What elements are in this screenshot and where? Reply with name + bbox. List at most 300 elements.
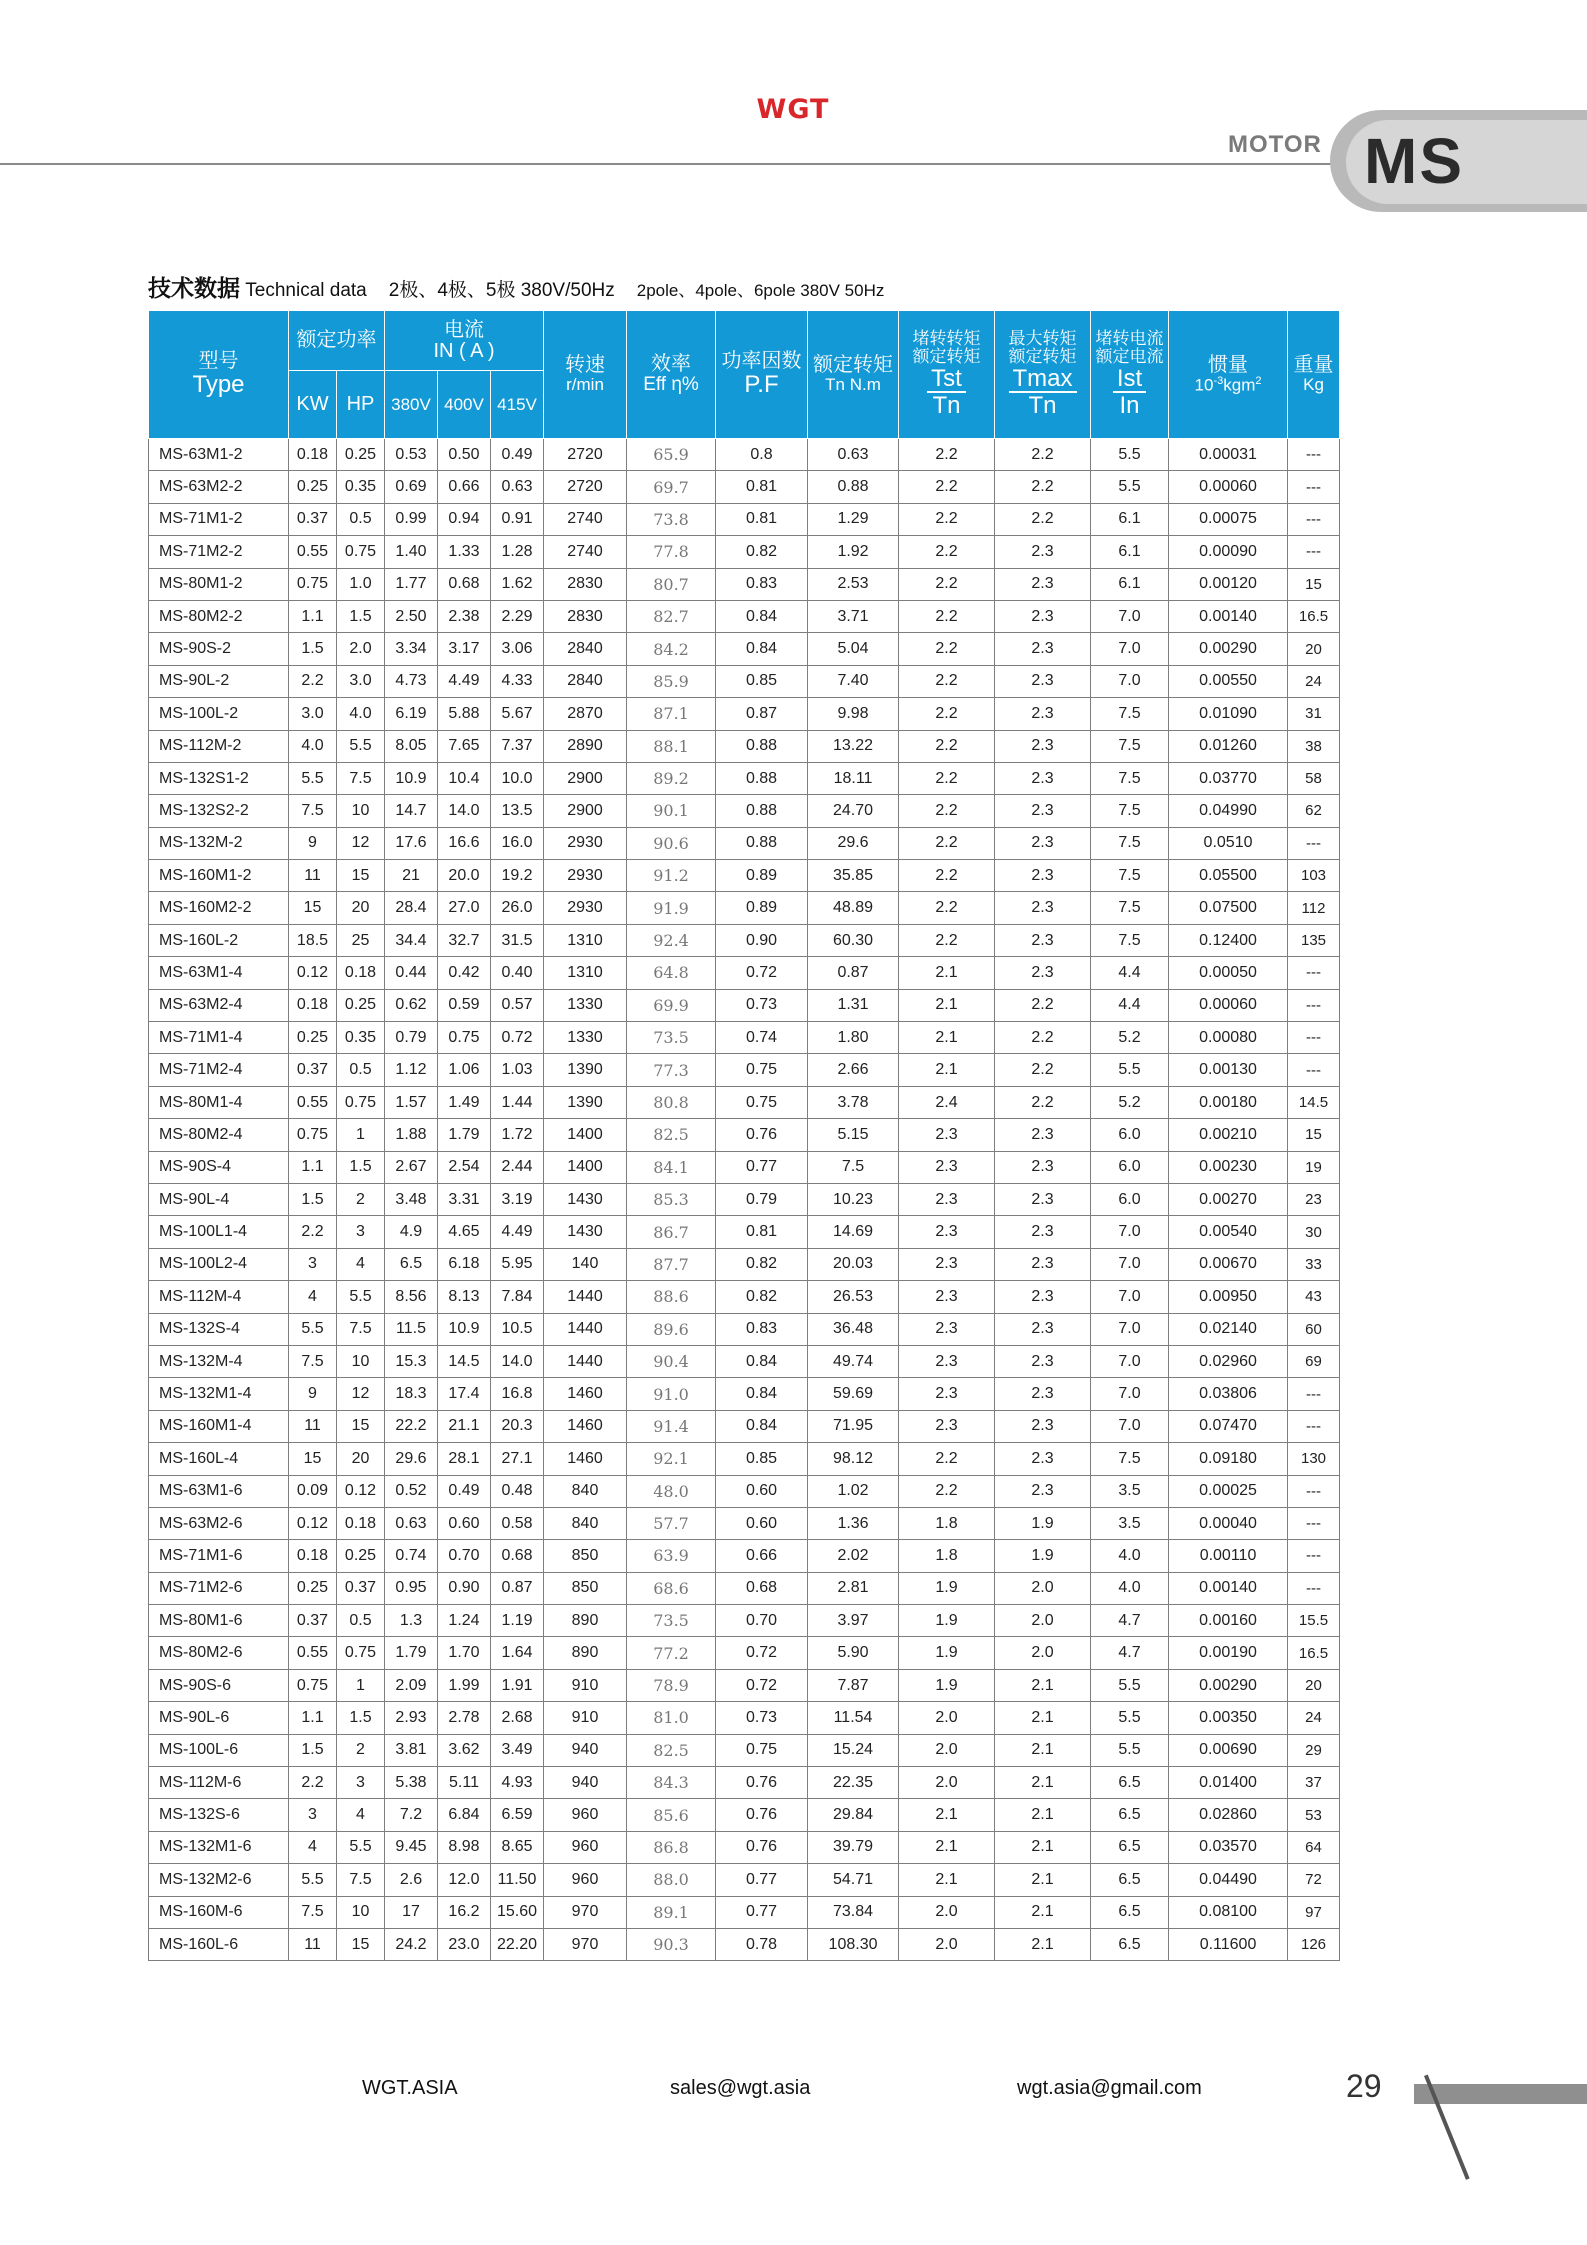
table-cell: 90.1 <box>627 795 716 827</box>
table-cell: 0.00270 <box>1169 1183 1288 1215</box>
table-cell: 7.5 <box>1091 795 1169 827</box>
brand-logo: WGT <box>756 94 830 125</box>
table-cell: 103 <box>1288 860 1340 892</box>
table-cell: MS-80M1-6 <box>149 1605 289 1637</box>
table-cell: 7.5 <box>1091 860 1169 892</box>
table-cell: 17 <box>385 1896 438 1928</box>
table-cell: MS-71M2-4 <box>149 1054 289 1086</box>
table-cell: 5.2 <box>1091 1086 1169 1118</box>
table-cell: 2.1 <box>995 1831 1091 1863</box>
table-cell: 0.76 <box>716 1831 808 1863</box>
table-cell: 2.2 <box>899 698 995 730</box>
table-cell: 7.5 <box>1091 924 1169 956</box>
table-cell: 48.0 <box>627 1475 716 1507</box>
table-row <box>149 1507 1340 1539</box>
table-cell: 27.0 <box>438 892 491 924</box>
table-cell: 5.88 <box>438 698 491 730</box>
table-cell: 8.65 <box>491 1831 544 1863</box>
table-cell: 0.18 <box>337 1507 385 1539</box>
table-cell: 18.3 <box>385 1378 438 1410</box>
table-cell: 0.60 <box>716 1475 808 1507</box>
table-cell: 85.3 <box>627 1183 716 1215</box>
section-poles-en: 2pole、4pole、6pole 380V 50Hz <box>636 281 885 300</box>
table-cell: 4.0 <box>289 730 337 762</box>
table-cell: 1.5 <box>337 1702 385 1734</box>
table-cell: 6.5 <box>1091 1928 1169 1960</box>
table-cell: 69.9 <box>627 989 716 1021</box>
table-cell: 57.7 <box>627 1507 716 1539</box>
table-cell: 7.0 <box>1091 1248 1169 1280</box>
header-inertia-cn: 惯量 <box>1208 353 1249 376</box>
table-cell: 3 <box>289 1248 337 1280</box>
table-cell: 85.6 <box>627 1799 716 1831</box>
table-cell: 8.56 <box>385 1281 438 1313</box>
table-cell: 1.36 <box>808 1507 899 1539</box>
inertia-base: 10 <box>1194 375 1214 395</box>
table-cell: MS-160M1-4 <box>149 1410 289 1442</box>
table-cell: 60.30 <box>808 924 899 956</box>
table-cell: 5.5 <box>289 1313 337 1345</box>
table-cell: 2.44 <box>491 1151 544 1183</box>
table-cell: 4.73 <box>385 665 438 697</box>
table-cell: 33 <box>1288 1248 1340 1280</box>
table-cell: 7.5 <box>1091 1443 1169 1475</box>
table-cell: 0.88 <box>716 795 808 827</box>
series-label: MS <box>1364 125 1464 197</box>
table-cell: 81.0 <box>627 1702 716 1734</box>
table-cell: 2.0 <box>337 633 385 665</box>
table-cell: MS-132M1-6 <box>149 1831 289 1863</box>
footer-website[interactable]: WGT.ASIA <box>362 2077 458 2099</box>
table-cell: --- <box>1288 1022 1340 1054</box>
table-cell: 2.3 <box>899 1378 995 1410</box>
table-cell: 1.8 <box>899 1540 995 1572</box>
table-cell: --- <box>1288 1410 1340 1442</box>
table-cell: 27.1 <box>491 1443 544 1475</box>
table-cell: 1.57 <box>385 1086 438 1118</box>
table-cell: 24 <box>1288 665 1340 697</box>
table-cell: 2.2 <box>899 471 995 503</box>
table-cell: MS-71M2-2 <box>149 536 289 568</box>
table-cell: 0.18 <box>289 989 337 1021</box>
table-cell: 0.76 <box>716 1799 808 1831</box>
table-cell: MS-100L1-4 <box>149 1216 289 1248</box>
table-cell: 0.68 <box>438 568 491 600</box>
table-cell: 85.9 <box>627 665 716 697</box>
table-cell: 1.33 <box>438 536 491 568</box>
table-cell: 0.75 <box>337 1637 385 1669</box>
table-cell: 2.3 <box>995 665 1091 697</box>
table-cell: 2740 <box>544 503 627 535</box>
table-cell: 1.5 <box>337 1151 385 1183</box>
table-cell: 2.0 <box>899 1928 995 1960</box>
table-cell: 2.2 <box>289 1767 337 1799</box>
table-cell: 0.52 <box>385 1475 438 1507</box>
table-cell: 7.0 <box>1091 1378 1169 1410</box>
table-cell: 5.5 <box>289 1864 337 1896</box>
header-ist <box>1091 311 1169 439</box>
table-cell: MS-63M2-6 <box>149 1507 289 1539</box>
inertia-unit: kgm <box>1223 375 1256 395</box>
table-cell: 2.2 <box>899 892 995 924</box>
table-row <box>149 1831 1340 1863</box>
table-cell: 0.00075 <box>1169 503 1288 535</box>
table-cell: MS-160L-4 <box>149 1443 289 1475</box>
table-cell: 2.0 <box>899 1702 995 1734</box>
table-cell: 3 <box>337 1216 385 1248</box>
header-tmax-den: Tn <box>1028 392 1057 420</box>
table-cell: 2.3 <box>995 1475 1091 1507</box>
table-cell: 0.75 <box>716 1086 808 1118</box>
table-cell: 15.60 <box>491 1896 544 1928</box>
table-cell: 2.1 <box>995 1864 1091 1896</box>
table-cell: 7.5 <box>1091 730 1169 762</box>
table-cell: 12 <box>337 827 385 859</box>
table-cell: 7.0 <box>1091 1281 1169 1313</box>
table-cell: 0.90 <box>438 1572 491 1604</box>
table-cell: 7.5 <box>289 1896 337 1928</box>
header-tmax <box>995 311 1091 439</box>
table-cell: 10 <box>337 795 385 827</box>
table-cell: 850 <box>544 1540 627 1572</box>
table-cell: 0.87 <box>491 1572 544 1604</box>
table-cell: 0.07500 <box>1169 892 1288 924</box>
header-tst-num: Tst <box>927 366 966 393</box>
table-cell: 1.29 <box>808 503 899 535</box>
table-cell: 49.74 <box>808 1345 899 1377</box>
table-cell: 7.0 <box>1091 1313 1169 1345</box>
table-cell: 0.00060 <box>1169 471 1288 503</box>
table-cell: 0.63 <box>385 1507 438 1539</box>
table-cell: 64.8 <box>627 957 716 989</box>
table-cell: 8.98 <box>438 1831 491 1863</box>
table-cell: 0.03770 <box>1169 762 1288 794</box>
table-cell: 4.65 <box>438 1216 491 1248</box>
table-cell: 1.91 <box>491 1669 544 1701</box>
table-cell: 2.2 <box>995 1086 1091 1118</box>
table-cell: MS-80M2-2 <box>149 600 289 632</box>
header-pf <box>716 311 808 439</box>
table-cell: 5.5 <box>337 730 385 762</box>
table-cell: 29 <box>1288 1734 1340 1766</box>
table-cell: 29.6 <box>808 827 899 859</box>
table-row <box>149 989 1340 1021</box>
table-cell: 1.1 <box>289 1702 337 1734</box>
table-cell: 126 <box>1288 1928 1340 1960</box>
table-cell: MS-112M-4 <box>149 1281 289 1313</box>
table-cell: 5.5 <box>337 1281 385 1313</box>
table-cell: 0.49 <box>438 1475 491 1507</box>
header-power-cn: 额定功率 <box>296 329 377 351</box>
table-cell: 88.1 <box>627 730 716 762</box>
table-cell: 1430 <box>544 1216 627 1248</box>
table-cell: 1.1 <box>289 1151 337 1183</box>
table-row <box>149 1216 1340 1248</box>
table-cell: 0.00350 <box>1169 1702 1288 1734</box>
table-cell: 4 <box>289 1281 337 1313</box>
table-cell: 0.25 <box>337 439 385 471</box>
table-cell: --- <box>1288 536 1340 568</box>
table-cell: 8.13 <box>438 1281 491 1313</box>
table-cell: 1.03 <box>491 1054 544 1086</box>
table-cell: 0.95 <box>385 1572 438 1604</box>
table-cell: MS-100L-6 <box>149 1734 289 1766</box>
table-cell: 7.0 <box>1091 665 1169 697</box>
table-cell: 0.25 <box>337 989 385 1021</box>
footer-email-gmail[interactable]: wgt.asia@gmail.com <box>1017 2077 1202 2099</box>
header-hp <box>337 371 385 439</box>
table-cell: 2930 <box>544 827 627 859</box>
table-cell: 2.2 <box>995 989 1091 1021</box>
table-cell: 98.12 <box>808 1443 899 1475</box>
table-cell: 0.00025 <box>1169 1475 1288 1507</box>
table-cell: 0.75 <box>337 536 385 568</box>
table-cell: 2.1 <box>899 1864 995 1896</box>
section-title-cn: 技术数据 <box>148 275 240 301</box>
table-cell: 4.49 <box>438 665 491 697</box>
table-cell: 0.00210 <box>1169 1119 1288 1151</box>
table-cell: 97 <box>1288 1896 1340 1928</box>
table-cell: 13.22 <box>808 730 899 762</box>
table-cell: 0.53 <box>385 439 438 471</box>
table-cell: 2900 <box>544 795 627 827</box>
table-cell: 14.7 <box>385 795 438 827</box>
table-row <box>149 633 1340 665</box>
table-cell: 0.00120 <box>1169 568 1288 600</box>
table-cell: 6.19 <box>385 698 438 730</box>
table-cell: 91.9 <box>627 892 716 924</box>
table-cell: 4.33 <box>491 665 544 697</box>
table-cell: 2.2 <box>899 536 995 568</box>
table-cell: 16.2 <box>438 1896 491 1928</box>
table-cell: 2.3 <box>995 730 1091 762</box>
table-cell: 0.70 <box>438 1540 491 1572</box>
table-cell: 0.07470 <box>1169 1410 1288 1442</box>
table-cell: 1.77 <box>385 568 438 600</box>
table-cell: 0.84 <box>716 1410 808 1442</box>
table-cell: 7.5 <box>289 795 337 827</box>
table-cell: 0.94 <box>438 503 491 535</box>
table-cell: 890 <box>544 1605 627 1637</box>
table-cell: 2.2 <box>899 1475 995 1507</box>
table-cell: MS-90L-2 <box>149 665 289 697</box>
table-cell: 10.4 <box>438 762 491 794</box>
table-cell: 2.1 <box>995 1767 1091 1799</box>
table-cell: 2.3 <box>995 827 1091 859</box>
table-cell: 970 <box>544 1896 627 1928</box>
table-cell: 1.5 <box>289 1183 337 1215</box>
table-cell: 7.2 <box>385 1799 438 1831</box>
table-cell: 0.40 <box>491 957 544 989</box>
table-cell: 3 <box>289 1799 337 1831</box>
table-cell: 2.3 <box>995 1410 1091 1442</box>
table-row <box>149 503 1340 535</box>
header-current-en: IN ( A ) <box>433 339 495 362</box>
table-cell: 1.9 <box>899 1572 995 1604</box>
table-cell: 14.0 <box>438 795 491 827</box>
table-cell: 2.3 <box>995 1248 1091 1280</box>
table-cell: 15.24 <box>808 1734 899 1766</box>
table-cell: 0.50 <box>438 439 491 471</box>
table-cell: --- <box>1288 1054 1340 1086</box>
technical-data-table <box>148 310 1340 1961</box>
table-cell: 0.68 <box>716 1572 808 1604</box>
table-cell: 20 <box>337 892 385 924</box>
table-row <box>149 892 1340 924</box>
table-cell: 21.1 <box>438 1410 491 1442</box>
table-cell: 2900 <box>544 762 627 794</box>
table-cell: 2.3 <box>995 1345 1091 1377</box>
table-row <box>149 860 1340 892</box>
table-cell: 0.18 <box>289 439 337 471</box>
table-cell: 1.24 <box>438 1605 491 1637</box>
header-speed <box>544 311 627 439</box>
table-cell: 7.5 <box>289 1345 337 1377</box>
table-cell: MS-90S-6 <box>149 1669 289 1701</box>
table-cell: 15 <box>337 1928 385 1960</box>
table-cell: MS-80M1-4 <box>149 1086 289 1118</box>
table-cell: 0.73 <box>716 1702 808 1734</box>
table-cell: 20 <box>1288 633 1340 665</box>
table-cell: 4 <box>337 1799 385 1831</box>
table-row <box>149 827 1340 859</box>
footer-email-sales[interactable]: sales@wgt.asia <box>670 2077 811 2099</box>
table-cell: 0.69 <box>385 471 438 503</box>
table-cell: 2.53 <box>808 568 899 600</box>
inertia-unit-exp: 2 <box>1255 374 1262 387</box>
table-cell: 0.75 <box>289 568 337 600</box>
table-cell: 72 <box>1288 1864 1340 1896</box>
table-cell: 28.4 <box>385 892 438 924</box>
table-cell: --- <box>1288 1507 1340 1539</box>
table-row <box>149 1540 1340 1572</box>
table-cell: 890 <box>544 1637 627 1669</box>
table-cell: 8.05 <box>385 730 438 762</box>
table-cell: 20.03 <box>808 1248 899 1280</box>
table-cell: 6.5 <box>1091 1896 1169 1928</box>
table-cell: 2.2 <box>995 439 1091 471</box>
table-cell: 970 <box>544 1928 627 1960</box>
table-cell: 2.2 <box>995 503 1091 535</box>
category-label: MOTOR <box>1228 131 1322 158</box>
table-cell: 2930 <box>544 860 627 892</box>
table-cell: 2.3 <box>995 957 1091 989</box>
table-cell: 7.5 <box>1091 827 1169 859</box>
table-cell: 22.35 <box>808 1767 899 1799</box>
table-cell: 0.84 <box>716 600 808 632</box>
table-cell: 112 <box>1288 892 1340 924</box>
table-cell: MS-80M1-2 <box>149 568 289 600</box>
table-cell: 0.01090 <box>1169 698 1288 730</box>
table-cell: 1460 <box>544 1443 627 1475</box>
table-cell: 0.77 <box>716 1896 808 1928</box>
table-cell: 0.37 <box>289 1605 337 1637</box>
table-row <box>149 665 1340 697</box>
table-cell: MS-160L-6 <box>149 1928 289 1960</box>
table-cell: --- <box>1288 957 1340 989</box>
table-cell: 14.5 <box>438 1345 491 1377</box>
table-cell: 1330 <box>544 989 627 1021</box>
table-cell: 0.03806 <box>1169 1378 1288 1410</box>
table-cell: 1.49 <box>438 1086 491 1118</box>
table-cell: 24 <box>1288 1702 1340 1734</box>
table-cell: 0.84 <box>716 1378 808 1410</box>
table-cell: 2720 <box>544 471 627 503</box>
table-cell: 5.15 <box>808 1119 899 1151</box>
table-cell: 12 <box>337 1378 385 1410</box>
table-cell: 2.2 <box>899 924 995 956</box>
table-cell: 0.00140 <box>1169 1572 1288 1604</box>
table-cell: 2.78 <box>438 1702 491 1734</box>
table-cell: 1.79 <box>385 1637 438 1669</box>
table-cell: 15 <box>1288 1119 1340 1151</box>
table-cell: 0.99 <box>385 503 438 535</box>
table-cell: 24.70 <box>808 795 899 827</box>
table-cell: 0.63 <box>808 439 899 471</box>
table-cell: 2.0 <box>995 1572 1091 1604</box>
table-cell: 11.54 <box>808 1702 899 1734</box>
header-power <box>289 311 385 371</box>
table-cell: 6.1 <box>1091 503 1169 535</box>
table-cell: 60 <box>1288 1313 1340 1345</box>
table-cell: 9.98 <box>808 698 899 730</box>
table-row <box>149 795 1340 827</box>
table-cell: 4.7 <box>1091 1637 1169 1669</box>
table-cell: 1460 <box>544 1378 627 1410</box>
table-cell: 15.5 <box>1288 1605 1340 1637</box>
table-cell: 2870 <box>544 698 627 730</box>
table-cell: 960 <box>544 1799 627 1831</box>
table-cell: MS-160M-6 <box>149 1896 289 1928</box>
header-kw-label: KW <box>296 393 329 415</box>
table-cell: 130 <box>1288 1443 1340 1475</box>
table-cell: 16.0 <box>491 827 544 859</box>
table-row <box>149 730 1340 762</box>
table-cell: 0.25 <box>289 471 337 503</box>
table-cell: 9 <box>289 1378 337 1410</box>
table-cell: 20 <box>1288 1669 1340 1701</box>
table-cell: 2.2 <box>899 827 995 859</box>
table-cell: 0.48 <box>491 1475 544 1507</box>
table-cell: 7.5 <box>1091 892 1169 924</box>
table-cell: 34.4 <box>385 924 438 956</box>
table-cell: 0.00060 <box>1169 989 1288 1021</box>
header-weight-unit: Kg <box>1303 375 1324 395</box>
table-cell: 0.00540 <box>1169 1216 1288 1248</box>
table-cell: 30 <box>1288 1216 1340 1248</box>
table-cell: 2.1 <box>995 1896 1091 1928</box>
table-cell: 1.3 <box>385 1605 438 1637</box>
table-cell: 2.0 <box>899 1767 995 1799</box>
table-cell: 3.0 <box>289 698 337 730</box>
table-cell: 10.9 <box>385 762 438 794</box>
table-cell: 0.59 <box>438 989 491 1021</box>
table-cell: 18.5 <box>289 924 337 956</box>
table-cell: 0.02860 <box>1169 1799 1288 1831</box>
table-cell: 2.3 <box>995 633 1091 665</box>
table-row <box>149 1864 1340 1896</box>
table-cell: 910 <box>544 1669 627 1701</box>
header-tst-fraction <box>927 366 966 418</box>
table-cell: 1400 <box>544 1151 627 1183</box>
table-row <box>149 1767 1340 1799</box>
table-cell: 2.50 <box>385 600 438 632</box>
table-cell: 2.0 <box>899 1896 995 1928</box>
table-cell: 54.71 <box>808 1864 899 1896</box>
table-cell: 7.5 <box>808 1151 899 1183</box>
table-cell: 73.5 <box>627 1022 716 1054</box>
header-400v-label: 400V <box>444 394 484 414</box>
